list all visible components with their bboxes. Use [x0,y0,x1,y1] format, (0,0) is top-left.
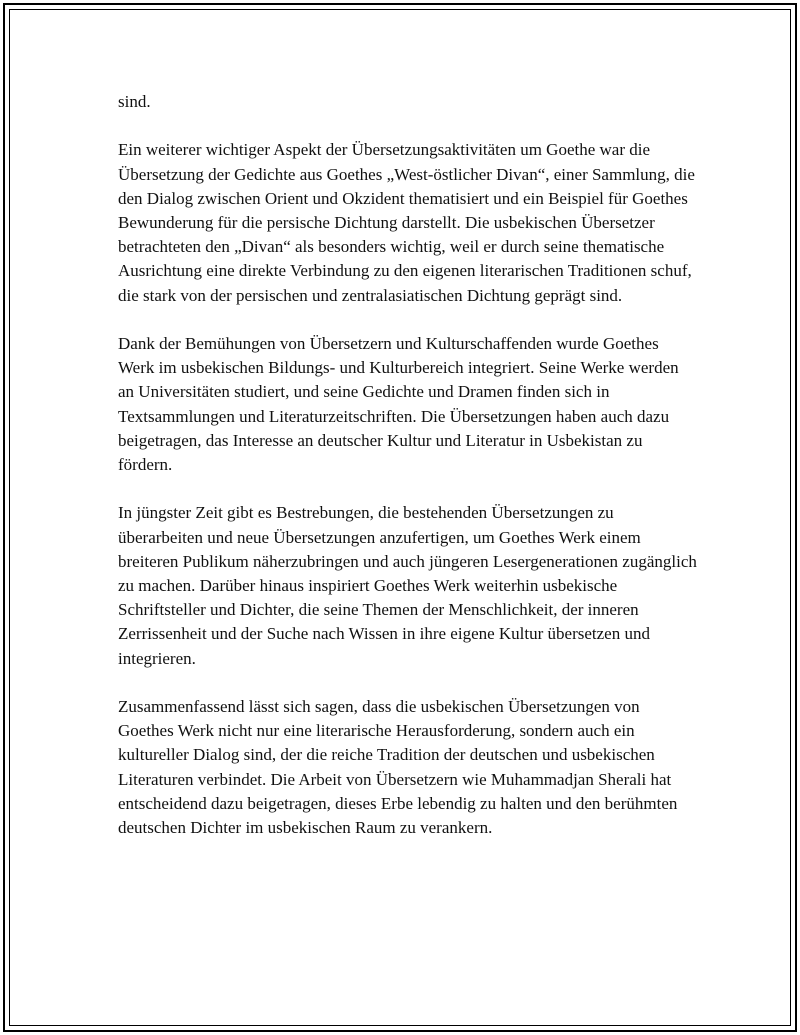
paragraph-divan-translation: Ein weiterer wichtiger Aspekt der Übersetzungsaktivitäten um Goethe war die Übersetzung der Gedichte aus Goethes „West-östlicher Divan“, einer Sammlung, die den Dialog zwischen Orient und Okzident thematisiert und ein Beispiel für Goethes Bewunderung für die persische Dichtung darstellt. Die usbekischen Übersetzer betrachteten den „Divan“ als besonders wichtig, weil er durch seine thematische Ausrichtung eine direkte Verbindung zu den eigenen literarischen Traditionen schuf, die stark von der persischen und zentralasiatischen Dichtung geprägt sind. [118,140,695,305]
paragraph-recent-efforts: In jüngster Zeit gibt es Bestrebungen, die bestehenden Übersetzungen zu überarbeiten und neue Übersetzungen anzufertigen, um Goethes Werk einem breiteren Publikum näherzubringen und auch jüngeren Lesergenerationen zugänglich zu machen. Darüber hinaus inspiriert Goethes Werk weiterhin usbekische Schriftsteller und Dichter, die seine Themen der Menschlichkeit, der inneren Zerrissenheit und der Suche nach Wissen in ihre eigene Kultur übersetzen und integrieren. [118,503,697,668]
paragraph-continuation: sind. [118,92,151,111]
paragraph-education-integration: Dank der Bemühungen von Übersetzern und Kulturschaffenden wurde Goethes Werk im usbekischen Bildungs- und Kulturbereich integriert. Seine Werke werden an Universitäten studiert, und seine Gedichte und Dramen finden sich in Textsammlungen und Literaturzeitschriften. Die Übersetzungen haben auch dazu beigetragen, das Interesse an deutscher Kultur und Literatur in Usbekistan zu fördern. [118,334,679,475]
paragraph-conclusion: Zusammenfassend lässt sich sagen, dass die usbekischen Übersetzungen von Goethes Werk nicht nur eine literarische Herausforderung, sondern auch ein kultureller Dialog sind, der die reiche Tradition der deutschen und usbekischen Literaturen verbindet. Die Arbeit von Übersetzern wie Muhammadjan Sherali hat entscheidend dazu beigetragen, dieses Erbe lebendig zu halten und den berühmten deutschen Dichter im usbekischen Raum zu verankern. [118,697,678,838]
page-body [118,90,698,864]
